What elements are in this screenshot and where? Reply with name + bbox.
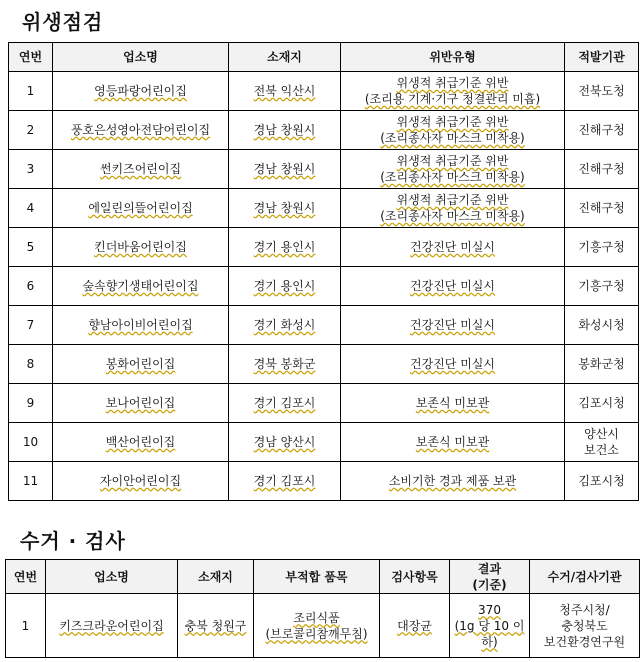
table-row	[9, 72, 639, 111]
header-location: 소재지	[178, 560, 254, 594]
cell-agency: 진해구청	[565, 150, 639, 189]
cell-location: 충북 청원구	[178, 594, 254, 658]
cell-test: 대장균	[380, 594, 450, 658]
cell-business-name: 봉화어린이집	[53, 345, 229, 384]
cell-location: 경남 창원시	[229, 150, 341, 189]
cell-no: 1	[9, 72, 53, 111]
cell-agency: 김포시청	[565, 462, 639, 501]
cell-agency: 진해구청	[565, 111, 639, 150]
table-row	[9, 150, 639, 189]
cell-agency: 김포시청	[565, 384, 639, 423]
cell-location: 경남 창원시	[229, 189, 341, 228]
header-name: 업소명	[53, 43, 229, 72]
cell-no: 9	[9, 384, 53, 423]
header-no: 연번	[6, 560, 46, 594]
cell-agency: 봉화군청	[565, 345, 639, 384]
header-result: 결과 (기준)	[450, 560, 530, 594]
header-name: 업소명	[46, 560, 178, 594]
header-agency: 적발기관	[565, 43, 639, 72]
cell-violation: 건강진단 미실시	[341, 345, 565, 384]
table-row	[9, 384, 639, 423]
cell-agency: 전북도청	[565, 72, 639, 111]
cell-business-name: 숲속향기생태어린이집	[53, 267, 229, 306]
cell-violation: 소비기한 경과 제품 보관	[341, 462, 565, 501]
cell-no: 8	[9, 345, 53, 384]
cell-violation: 위생적 취급기준 위반 (조리종사자 마스크 미착용)	[341, 189, 565, 228]
cell-business-name: 영등파랑어린이집	[53, 72, 229, 111]
table-row	[9, 111, 639, 150]
cell-violation: 위생적 취급기준 위반 (조리용 기계·기구 청결관리 미흡)	[341, 72, 565, 111]
cell-business-name: 풍호은성영아전담어린이집	[53, 111, 229, 150]
cell-no: 11	[9, 462, 53, 501]
cell-result: 370 (1g 당 10 이하)	[450, 594, 530, 658]
cell-business-name: 백산어린이집	[53, 423, 229, 462]
header-violation: 위반유형	[341, 43, 565, 72]
inspection-table	[8, 42, 639, 501]
cell-no: 5	[9, 228, 53, 267]
cell-violation: 건강진단 미실시	[341, 306, 565, 345]
section-title-inspection: 위생점검	[22, 10, 104, 34]
header-no: 연번	[9, 43, 53, 72]
cell-location: 경기 김포시	[229, 384, 341, 423]
cell-location: 경남 양산시	[229, 423, 341, 462]
cell-violation: 보존식 미보관	[341, 384, 565, 423]
cell-location: 전북 익산시	[229, 72, 341, 111]
cell-no: 6	[9, 267, 53, 306]
table-row	[9, 345, 639, 384]
cell-business-name: 보나어린이집	[53, 384, 229, 423]
cell-no: 3	[9, 150, 53, 189]
table-row	[6, 594, 640, 658]
cell-location: 경남 창원시	[229, 111, 341, 150]
header-agency: 수거/검사기관	[530, 560, 640, 594]
cell-agency: 기흥구청	[565, 228, 639, 267]
section-title-collection: 수거 · 검사	[20, 529, 126, 553]
cell-no: 10	[9, 423, 53, 462]
cell-agency: 청주시청/ 충청북도 보건환경연구원	[530, 594, 640, 658]
cell-agency: 기흥구청	[565, 267, 639, 306]
table-row	[9, 423, 639, 462]
cell-location: 경북 봉화군	[229, 345, 341, 384]
cell-location: 경기 화성시	[229, 306, 341, 345]
cell-violation: 건강진단 미실시	[341, 228, 565, 267]
cell-business-name: 키즈크라운어린이집	[46, 594, 178, 658]
header-test: 검사항목	[380, 560, 450, 594]
cell-business-name: 킨더바움어린이집	[53, 228, 229, 267]
cell-no: 7	[9, 306, 53, 345]
cell-item: 조리식품 (브로콜리참깨무침)	[254, 594, 380, 658]
cell-location: 경기 용인시	[229, 228, 341, 267]
cell-no: 4	[9, 189, 53, 228]
table-row	[9, 306, 639, 345]
cell-business-name: 자이안어린이집	[53, 462, 229, 501]
header-location: 소재지	[229, 43, 341, 72]
cell-agency: 화성시청	[565, 306, 639, 345]
cell-violation: 위생적 취급기준 위반 (조리종사자 마스크 미착용)	[341, 150, 565, 189]
cell-location: 경기 용인시	[229, 267, 341, 306]
cell-business-name: 에일린의뜰어린이집	[53, 189, 229, 228]
cell-business-name: 향남아이비어린이집	[53, 306, 229, 345]
header-item: 부적합 품목	[254, 560, 380, 594]
table-row	[9, 228, 639, 267]
cell-business-name: 썬키즈어린이집	[53, 150, 229, 189]
cell-location: 경기 김포시	[229, 462, 341, 501]
cell-agency: 진해구청	[565, 189, 639, 228]
collection-table	[5, 559, 640, 658]
table-header-row	[6, 560, 640, 594]
cell-no: 1	[6, 594, 46, 658]
table-row	[9, 189, 639, 228]
table-row	[9, 462, 639, 501]
table-row	[9, 267, 639, 306]
cell-agency: 양산시 보건소	[565, 423, 639, 462]
cell-violation: 건강진단 미실시	[341, 267, 565, 306]
cell-no: 2	[9, 111, 53, 150]
cell-violation: 보존식 미보관	[341, 423, 565, 462]
table-header-row	[9, 43, 639, 72]
cell-violation: 위생적 취급기준 위반 (조리종사자 마스크 미착용)	[341, 111, 565, 150]
